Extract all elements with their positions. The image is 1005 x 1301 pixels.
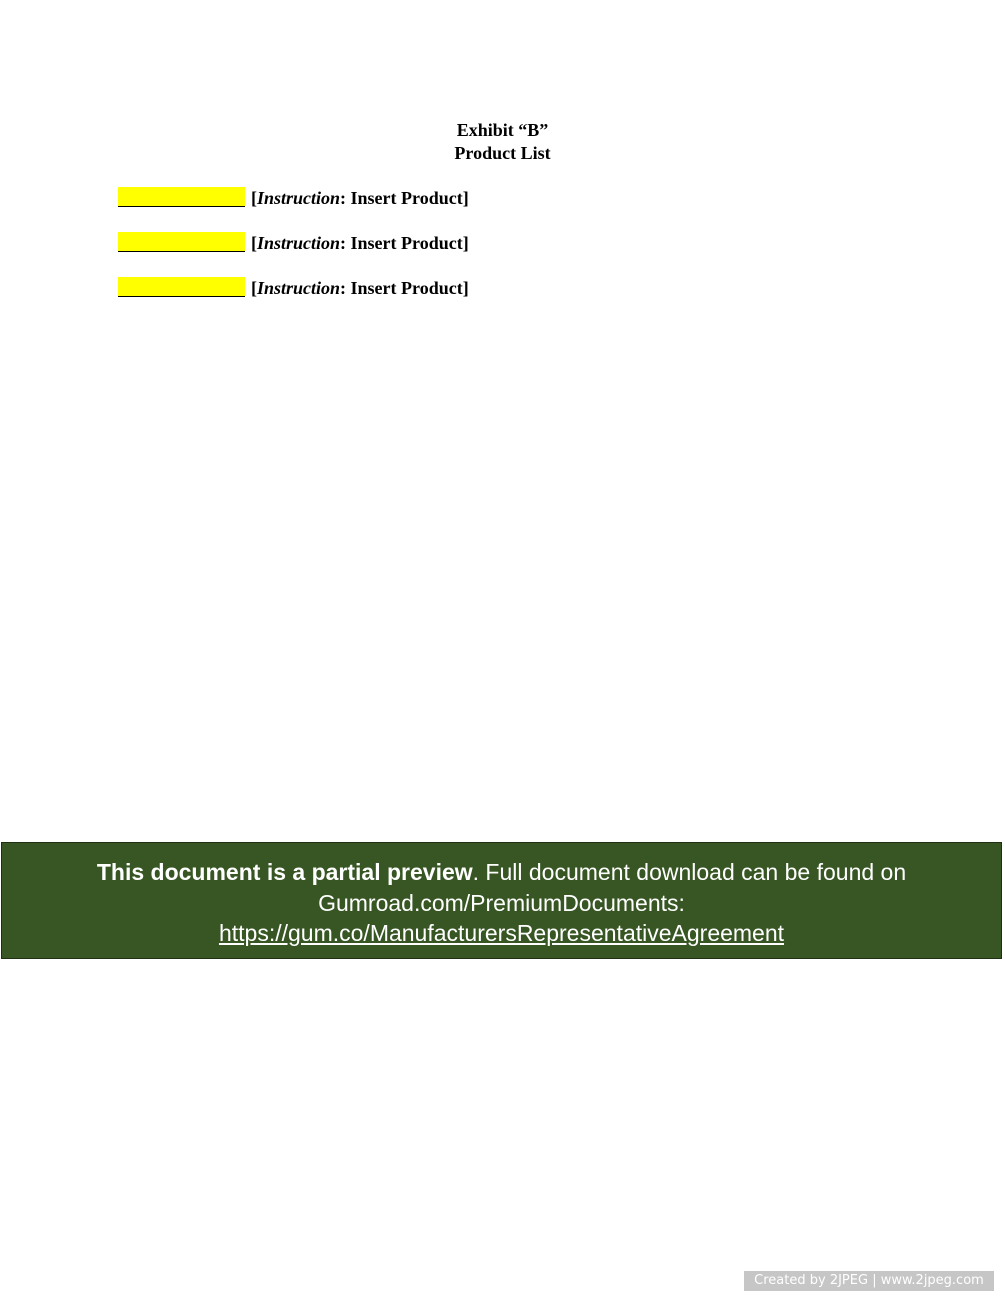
instruction-label: Instruction [257, 233, 341, 253]
instruction-text: : Insert Product] [340, 188, 469, 208]
partial-preview-banner [1, 842, 1002, 959]
bracket-open: [ [251, 188, 257, 208]
product-blank-field[interactable] [118, 187, 245, 207]
product-line [118, 231, 469, 255]
instruction-text: : Insert Product] [340, 233, 469, 253]
download-link[interactable]: https://gum.co/ManufacturersRepresentativeAgreement [218, 920, 785, 946]
exhibit-title: Exhibit “B” [456, 120, 549, 140]
product-blank-field[interactable] [118, 277, 245, 297]
product-line [118, 276, 469, 300]
banner-line-1 [2, 857, 1001, 888]
product-list-title: Product List [454, 143, 551, 163]
product-blank-field[interactable] [118, 232, 245, 252]
banner-line-2: Gumroad.com/PremiumDocuments: [318, 889, 685, 916]
banner-bold-text: This document is a partial preview [96, 859, 473, 885]
bracket-open: [ [251, 233, 257, 253]
banner-line-3 [2, 918, 1001, 949]
bracket-open: [ [251, 278, 257, 298]
instruction-text: : Insert Product] [340, 278, 469, 298]
product-line [118, 186, 469, 210]
instruction-label: Instruction [257, 188, 341, 208]
watermark-badge: Created by 2JPEG | www.2jpeg.com [744, 1271, 994, 1291]
instruction-label: Instruction [257, 278, 341, 298]
banner-text-1: . Full document download can be found on [472, 859, 907, 885]
